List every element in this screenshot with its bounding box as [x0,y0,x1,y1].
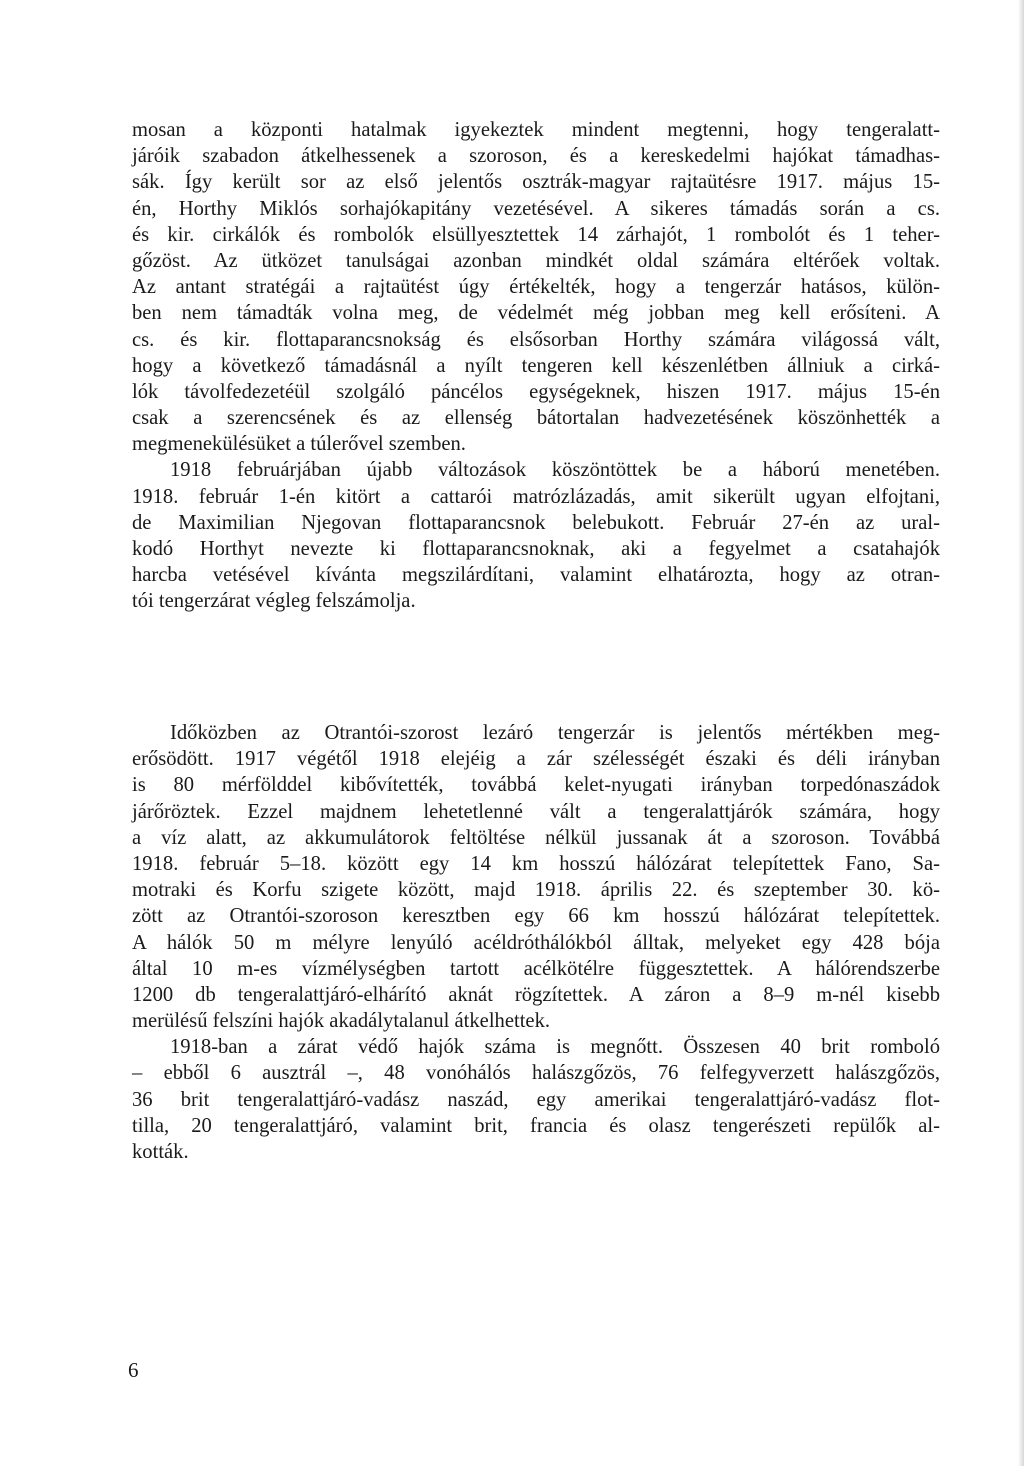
text-line: cs. és kir. flottaparancsnokság és elsősorban Horthy számára világossá vált, [132,328,940,351]
text-line: megmenekülésüket a túlerővel szemben. [132,433,466,456]
text-line: és kir. cirkálók és rombolók elsüllyesztettek 14 zárhajót, 1 rombolót és 1 teher- [132,223,940,246]
text-line: lók távolfedezetéül szolgáló páncélos egységeknek, hiszen 1917. május 15-én [132,380,940,403]
text-line: erősödött. 1917 végétől 1918 elejéig a zár szélességét északi és déli irányban [132,748,940,771]
text-line: 1200 db tengeralattjáró-elhárító aknát rögzítettek. A záron a 8–9 m-nél kisebb [132,983,940,1006]
text-line: A hálók 50 m mélyre lenyúló acéldróthálókból álltak, melyeket egy 428 bója [132,931,940,954]
text-line: csak a szerencsének és az ellenség bátortalan hadvezetésének köszönhették a [132,407,940,430]
page-edge-shadow [1018,0,1024,1466]
text-line: mosan a központi hatalmak igyekeztek mindent megtenni, hogy tengeralatt- [132,119,940,141]
text-section-2 [132,720,940,1165]
text-line: 1918 februárjában újabb változások köszöntöttek be a háború menetében. [170,459,940,482]
text-line: Időközben az Otrantói-szorost lezáró tengerzár is jelentős mértékben meg- [170,722,940,744]
text-line: merülésű felszíni hajók akadálytalanul átkelhettek. [132,1010,551,1033]
paragraph-3 [132,720,940,1034]
text-line: én, Horthy Miklós sorhajókapitány vezetésével. A sikeres támadás során a cs. [132,197,940,220]
text-section-1 [132,117,940,615]
text-line: járóik szabadon átkelhessenek a szoroson, és a kereskedelmi hajókat támadhas- [132,145,940,168]
paragraph-2 [132,457,940,614]
text-line: motraki és Korfu szigete között, majd 1918. április 22. és szeptember 30. kö- [132,879,940,902]
text-line: járőröztek. Ezzel majdnem lehetetlenné vált a tengeralattjárók számára, hogy [132,800,940,823]
text-line: tilla, 20 tengeralattjáró, valamint brit, francia és olasz tengerészeti repülők al- [132,1114,940,1137]
paragraph-1 [132,117,940,457]
text-line: harcba vetésével kívánta megszilárdítani, valamint elhatározta, hogy az otran- [132,564,940,587]
text-line: 36 brit tengeralattjáró-vadász naszád, egy amerikai tengeralattjáró-vadász flot- [132,1088,940,1111]
text-line: sák. Így került sor az első jelentős osztrák-magyar rajtaütésre 1917. május 15- [132,171,940,194]
page-number: 6 [128,1358,139,1382]
text-line: – ebből 6 ausztrál –, 48 vonóhálós halászgőzös, 76 felfegyverzett halászgőzös, [132,1062,940,1085]
text-line: is 80 mérfölddel kibővítették, továbbá kelet-nyugati irányban torpedónaszádok [132,774,940,797]
text-line: hogy a következő támadásnál a nyílt tengeren kell készenlétben állniuk a cirká- [132,354,940,377]
text-line: 1918-ban a zárat védő hajók száma is megnőtt. Összesen 40 brit romboló [170,1036,940,1059]
text-line: ben nem támadták volna meg, de védelmét még jobban meg kell erősíteni. A [132,302,940,325]
text-line: zött az Otrantói-szoroson keresztben egy 66 km hosszú hálózárat telepítettek. [132,905,940,928]
text-line: 1918. február 5–18. között egy 14 km hosszú hálózárat telepítettek Fano, Sa- [132,852,940,875]
text-line: által 10 m-es vízmélységben tartott acélkötélre függesztettek. A hálórendszerbe [132,957,940,980]
text-line: kották. [132,1141,189,1163]
paragraph-4 [132,1034,940,1165]
text-line: de Maximilian Njegovan flottaparancsnok belebukott. Február 27-én az ural- [132,511,940,534]
text-line: 1918. február 1-én kitört a cattarói matrózlázadás, amit sikerült ugyan elfojtani, [132,485,940,508]
text-line: kodó Horthyt nevezte ki flottaparancsnoknak, aki a fegyelmet a csatahajók [132,538,940,560]
text-line: gőzöst. Az ütközet tanulságai azonban mindkét oldal számára eltérőek voltak. [132,249,940,272]
text-line: Az antant stratégái a rajtaütést úgy értékelték, hogy a tengerzár hatásos, külön- [132,276,940,299]
text-line: a víz alatt, az akkumulátorok feltöltése nélkül jussanak át a szoroson. Továbbá [132,826,940,849]
text-line: tói tengerzárat végleg felszámolja. [132,590,416,613]
